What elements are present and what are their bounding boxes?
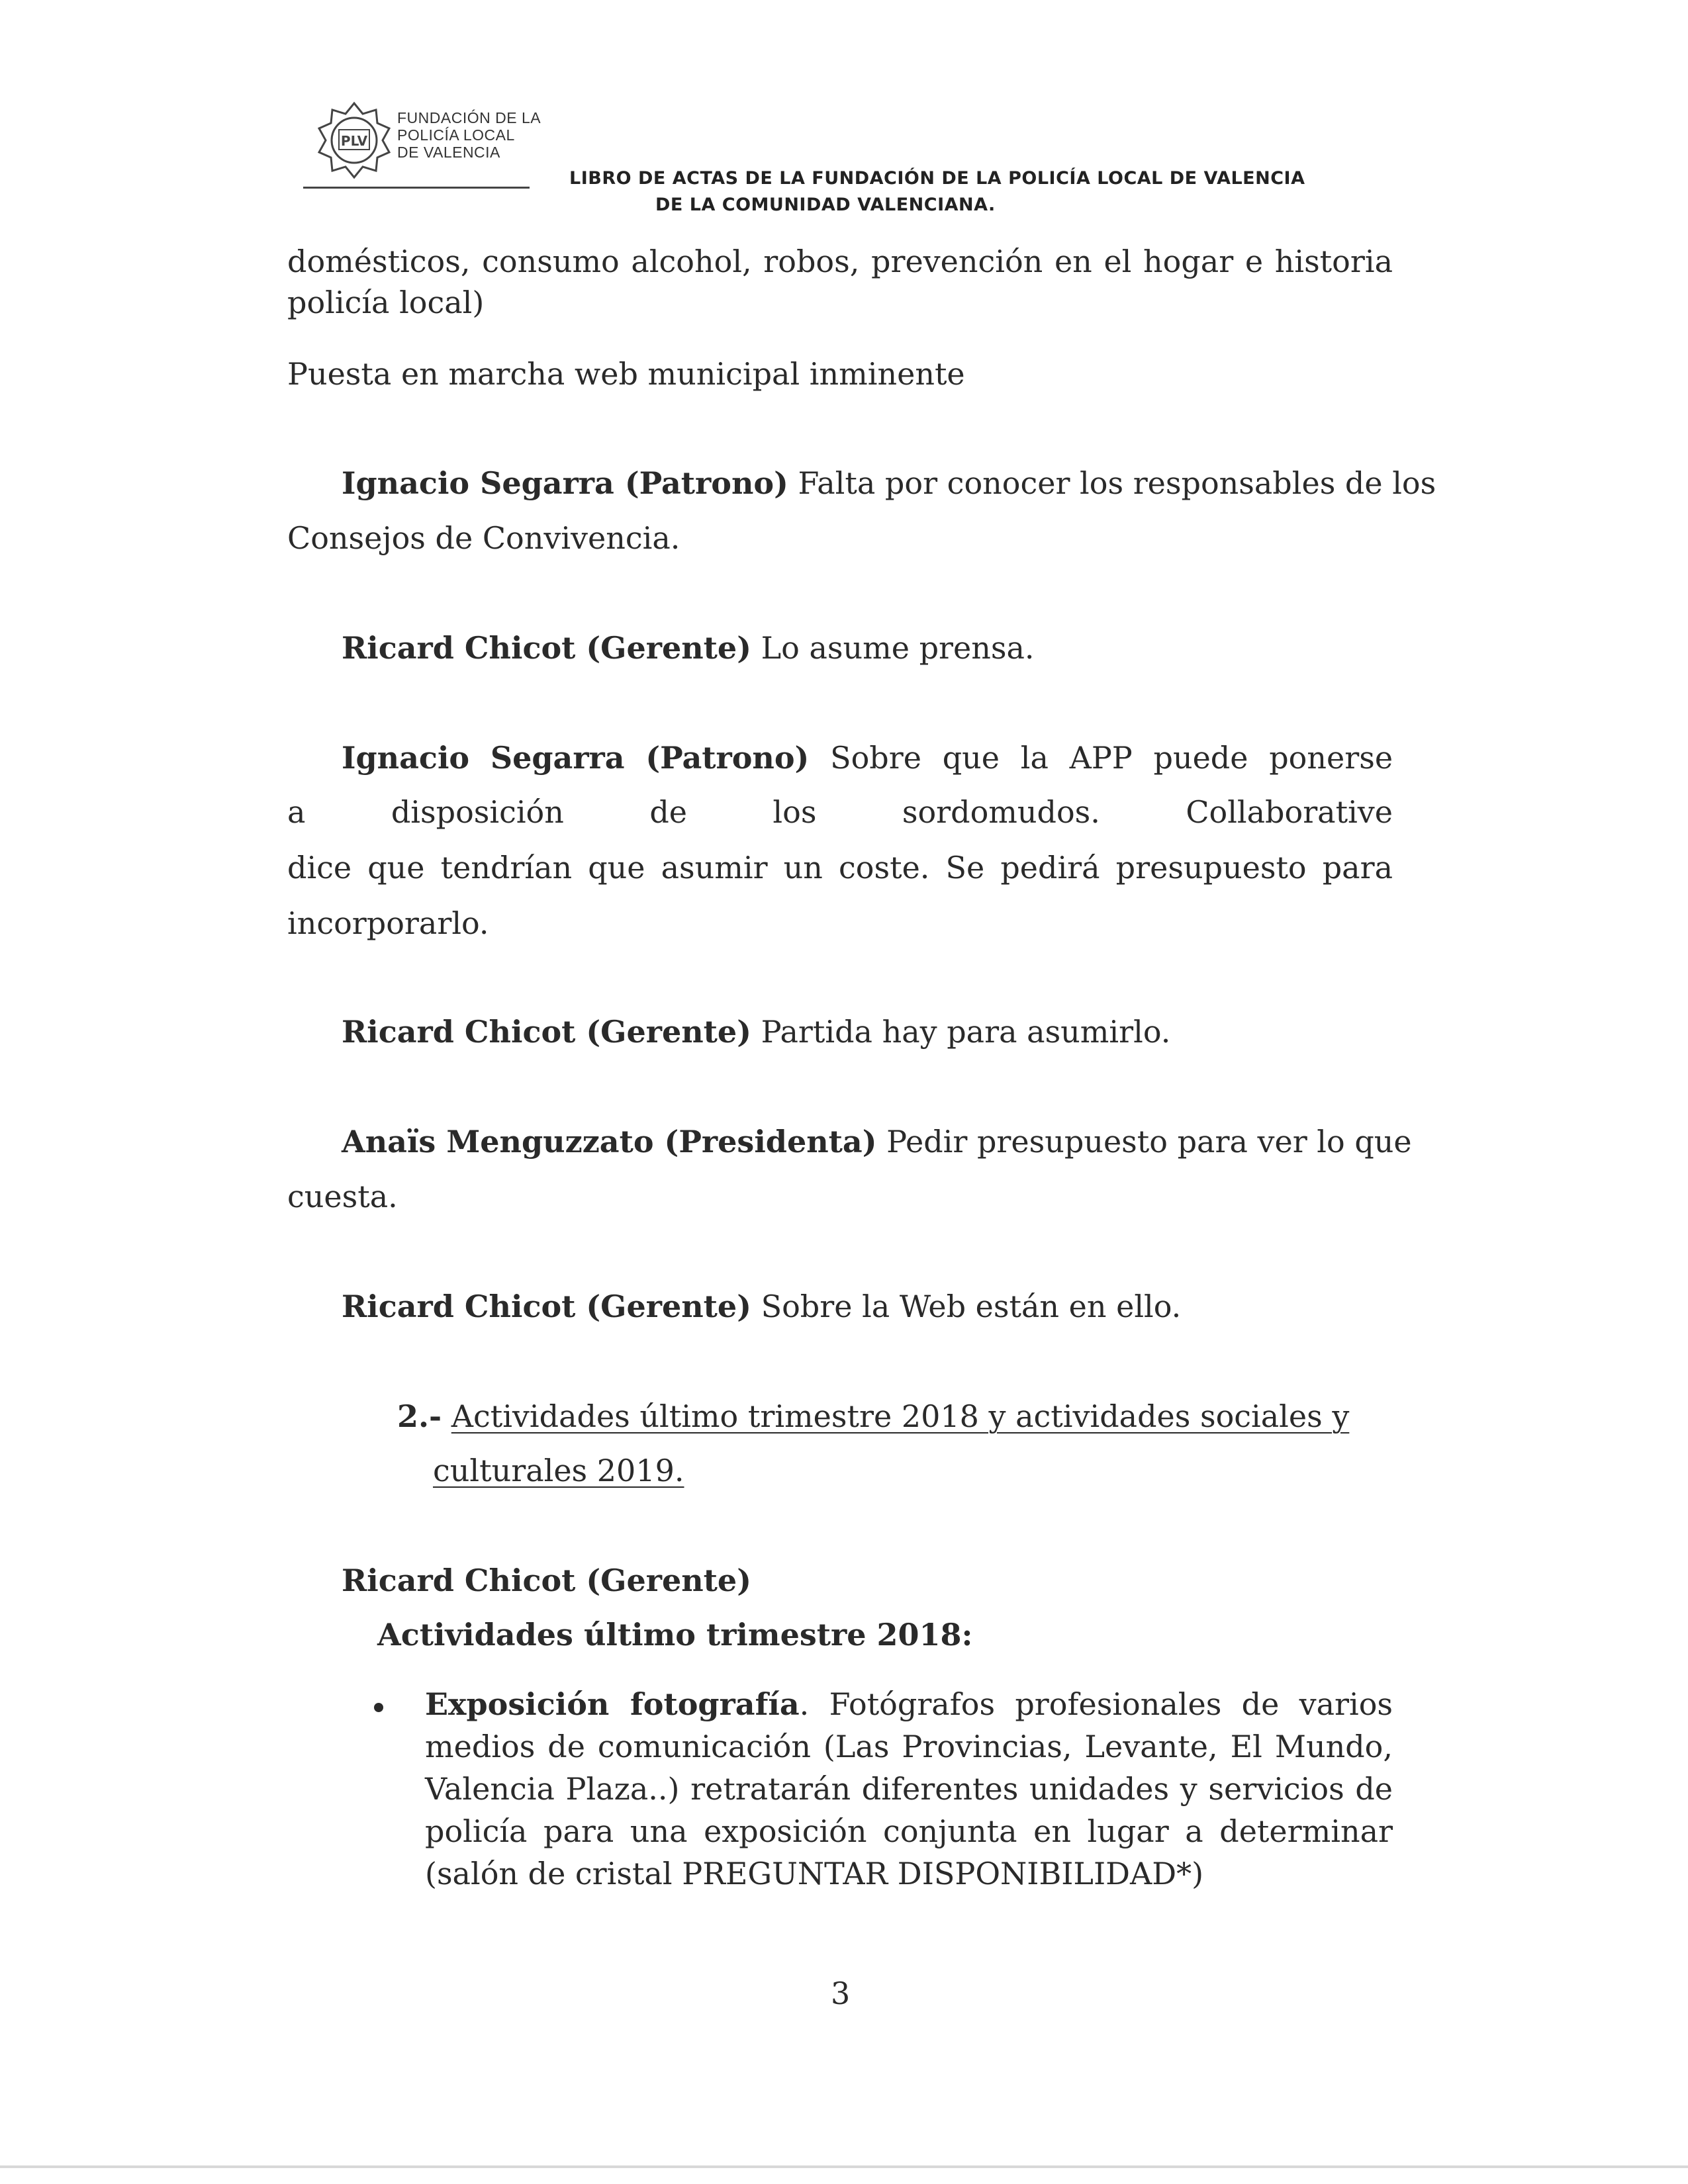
entry-word: tendrían: [440, 850, 573, 886]
bullet-line: Valencia Plaza..) retratarán diferentes unidades y servicios de: [425, 1771, 1393, 1807]
entry-word: un: [783, 850, 823, 886]
paragraph-line: Consejos de Convivencia.: [287, 520, 680, 556]
speaker-name: Anaïs Menguzzato (Presidenta): [342, 1124, 877, 1160]
page-number: 3: [831, 1976, 851, 2011]
entry-word: coste.: [839, 850, 930, 886]
bullet-line: (salón de cristal PREGUNTAR DISPONIBILIDAD*): [425, 1856, 1204, 1891]
entry-word: la: [1020, 740, 1049, 776]
entry-word: que: [942, 740, 1000, 776]
bullet-word: Fotógrafos: [829, 1686, 996, 1722]
police-foundation-logo: [311, 99, 397, 185]
entry-word: los: [773, 794, 817, 830]
logo-caption-line: DE VALENCIA: [397, 144, 500, 161]
logo-caption-line: FUNDACIÓN DE LA: [397, 109, 541, 126]
entry-word: ponerse: [1269, 740, 1393, 776]
header-rule: [303, 187, 530, 189]
paragraph-line: cuesta.: [287, 1179, 398, 1214]
entry-word: sordomudos.: [902, 794, 1100, 830]
logo-caption-line: POLICÍA LOCAL: [397, 126, 515, 144]
entry-text: Sobre la Web están en ello.: [751, 1289, 1182, 1324]
speaker-name: Ricard Chicot (Gerente): [342, 630, 751, 666]
entry-word: que: [588, 850, 645, 886]
entry-word: presupuesto: [1115, 850, 1307, 886]
entry-text: Pedir presupuesto para ver lo que: [876, 1124, 1412, 1160]
bullet-line: Exposición fotografía. Fotógrafos profesionales de varios: [425, 1686, 1393, 1722]
header-title-line: LIBRO DE ACTAS DE LA FUNDACIÓN DE LA POLICÍA LOCAL DE VALENCIA: [569, 168, 1305, 189]
entry-word: para: [1322, 850, 1393, 886]
speaker-name: Ricard Chicot (Gerente): [342, 1563, 751, 1598]
speaker-name: Ignacio Segarra (Patrono): [342, 465, 788, 501]
agenda-item-title: culturales 2019.: [433, 1453, 684, 1488]
speaker-name: Ignacio: [342, 740, 470, 776]
entry-text: Partida hay para asumirlo.: [751, 1014, 1171, 1050]
speaker-entry-line: [342, 1014, 1170, 1050]
speaker-entry-line: [342, 1289, 1181, 1324]
scan-edge-line: [0, 2165, 1688, 2168]
entry-word: Sobre: [830, 740, 921, 776]
entry-word: dice: [287, 850, 352, 886]
bullet-title: Exposición fotografía: [425, 1686, 800, 1722]
speaker-name: Ricard Chicot (Gerente): [342, 1289, 751, 1324]
paragraph-line: Puesta en marcha web municipal inminente: [287, 356, 965, 392]
paragraph-line: domésticos, consumo alcohol, robos, prevención en el hogar e historia: [287, 244, 1393, 279]
paragraph-line: [287, 850, 1393, 886]
logo-caption: [397, 109, 541, 161]
entry-word: de: [649, 794, 687, 830]
entry-word: pedirá: [1000, 850, 1100, 886]
header-title-line: DE LA COMUNIDAD VALENCIANA.: [655, 195, 996, 215]
agenda-item-line: [397, 1398, 1349, 1434]
entry-word: asumir: [661, 850, 768, 886]
entry-word: APP: [1069, 740, 1133, 776]
section-heading: Actividades último trimestre 2018:: [377, 1617, 973, 1653]
agenda-item-number: 2.-: [397, 1398, 442, 1434]
entry-text: Lo asume prensa.: [751, 630, 1035, 666]
bullet-word: profesionales: [1015, 1686, 1222, 1722]
speaker-entry-line: [342, 630, 1035, 666]
speaker-entry-line: [342, 465, 1436, 501]
speaker-role: (Patrono): [645, 740, 810, 776]
entry-word: disposición: [391, 794, 564, 830]
svg-text:PLV: PLV: [340, 133, 368, 149]
entry-word: a: [287, 794, 306, 830]
entry-word: Se: [945, 850, 985, 886]
paragraph-line: [287, 794, 1393, 830]
paragraph-line: policía local): [287, 285, 485, 320]
speaker-name: Segarra: [490, 740, 625, 776]
bullet-word: varios: [1299, 1686, 1393, 1722]
bullet-line: medios de comunicación (Las Provincias, Levante, El Mundo,: [425, 1729, 1393, 1764]
speaker-name: Ricard Chicot (Gerente): [342, 1014, 751, 1050]
entry-word: que: [367, 850, 425, 886]
paragraph-line: incorporarlo.: [287, 905, 489, 941]
speaker-entry-line: [342, 740, 1393, 776]
entry-word: puede: [1153, 740, 1248, 776]
speaker-entry-line: [342, 1124, 1412, 1160]
bullet-line: policía para una exposición conjunta en lugar a determinar: [425, 1813, 1393, 1849]
entry-text: Falta por conocer los responsables de los: [788, 465, 1436, 501]
bullet-word: de: [1241, 1686, 1280, 1722]
entry-word: Collaborative: [1186, 794, 1393, 830]
agenda-item-title: Actividades último trimestre 2018 y actividades sociales y: [451, 1398, 1350, 1434]
bullet-dot: [374, 1703, 383, 1712]
